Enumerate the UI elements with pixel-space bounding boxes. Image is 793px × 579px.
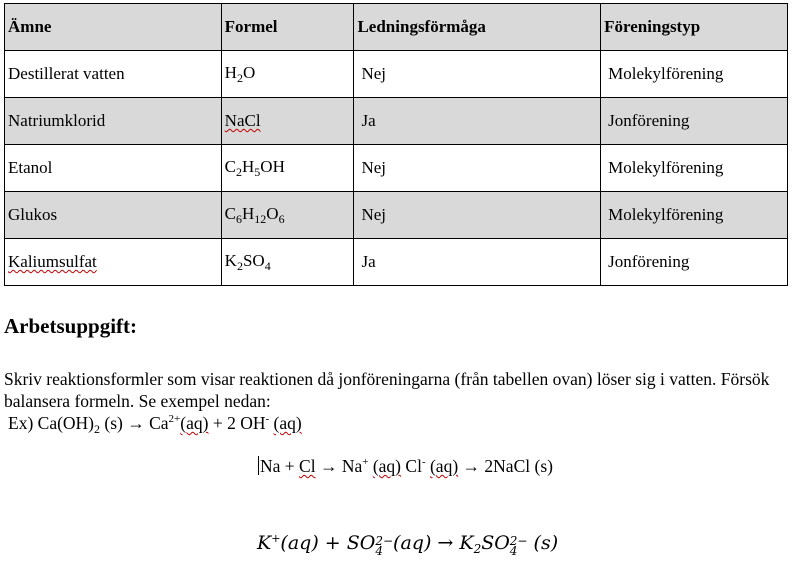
sodium-chloride-equation[interactable]: Na + Cl → Na+ (aq) Cl- (aq) → 2NaCl (s)	[260, 456, 553, 476]
cell-substance: Destillerat vatten	[5, 51, 222, 98]
table-row	[5, 51, 788, 98]
cell-formula: $K_2SO_4$	[221, 239, 354, 286]
table-row	[5, 192, 788, 239]
cell-conductivity: Ja	[354, 98, 601, 145]
table-header-row	[5, 4, 788, 51]
table-row	[5, 145, 788, 192]
cell-type: Molekylförening	[601, 192, 788, 239]
cell-type: Molekylförening	[601, 145, 788, 192]
table-row	[5, 98, 788, 145]
example-equation: Ex) $Ca(OH)_2$ $(s) \to Ca^{2+}(aq) + 2$ OH- (aq)	[8, 413, 302, 436]
cell-type: Molekylförening	[601, 51, 788, 98]
header-conductivity: Ledningsförmåga	[354, 4, 601, 51]
cell-conductivity: Nej	[354, 192, 601, 239]
cell-substance: Kaliumsulfat	[5, 239, 222, 286]
potassium-sulfate-equation: K+(aq) + SO 2− 4 $(aq) \to K_2SO$ 2− 4 (s)	[257, 532, 559, 558]
header-substance: Ämne	[5, 4, 222, 51]
cell-conductivity: Nej	[354, 51, 601, 98]
header-formula: Formel	[221, 4, 354, 51]
task-paragraph: Skriv reaktionsformler som visar reaktionen då jonföreningarna (från tabellen ovan) löser sig i vatten. Försök balansera formeln. Se exempel nedan:	[4, 369, 770, 411]
cell-formula: $C_2H_5OH$	[221, 145, 354, 192]
cell-conductivity: Ja	[354, 239, 601, 286]
cell-type: Jonförening	[601, 98, 788, 145]
cell-formula: $H_2O$	[221, 51, 354, 98]
task-heading: Arbetsuppgift:	[4, 314, 138, 338]
cell-formula: NaCl	[221, 98, 354, 145]
header-type: Föreningstyp	[601, 4, 788, 51]
cell-conductivity: Nej	[354, 145, 601, 192]
cell-substance: Glukos	[5, 192, 222, 239]
table-row	[5, 239, 788, 286]
cell-substance: Etanol	[5, 145, 222, 192]
cell-type: Jonförening	[601, 239, 788, 286]
cell-substance: Natriumklorid	[5, 98, 222, 145]
text-cursor	[258, 456, 259, 475]
compound-table	[4, 3, 788, 286]
cell-formula: $C_6H_{12}O_6$	[221, 192, 354, 239]
